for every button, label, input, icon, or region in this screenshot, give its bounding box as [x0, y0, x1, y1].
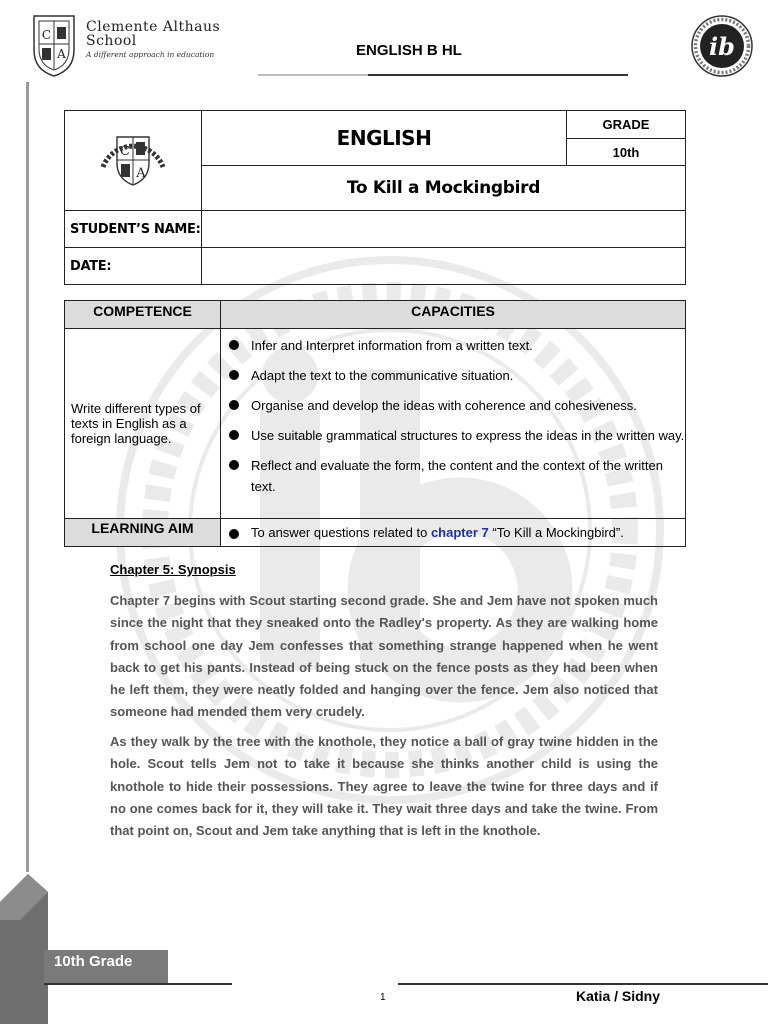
crest-cell — [65, 111, 202, 211]
capacity-item — [229, 455, 685, 497]
bullet-icon — [229, 460, 239, 470]
school-name — [86, 20, 220, 62]
bullet-icon — [229, 400, 239, 410]
capacity-text: Infer and Interpret information from a written text. — [251, 338, 533, 353]
svg-text:ib: ib — [709, 32, 735, 61]
grade-label: GRADE — [567, 111, 686, 139]
capacity-text: Use suitable grammatical structures to express the ideas in the written way. — [251, 428, 685, 443]
capacities-list — [221, 329, 685, 505]
learning-aim-chapter: chapter 7 — [430, 525, 489, 540]
date-field[interactable] — [202, 248, 686, 285]
info-table — [64, 110, 686, 285]
book-title: To Kill a Mockingbird — [202, 166, 686, 211]
school-name-line1: Clemente Althaus — [86, 19, 221, 35]
svg-text:C: C — [120, 144, 130, 159]
school-crest-logo — [83, 117, 183, 199]
learning-aim-suffix: “To Kill a Mockingbird”. — [488, 525, 624, 540]
header-rule-light — [258, 74, 368, 76]
learning-aim-prefix: To answer questions related to — [251, 525, 431, 540]
svg-text:C: C — [41, 28, 52, 42]
learning-aim-text — [229, 525, 624, 540]
footer-corner-shape — [0, 874, 48, 1024]
page-number: 1 — [380, 992, 386, 1003]
capacities-cell — [221, 329, 686, 519]
course-title: ENGLISH B HL — [356, 42, 462, 59]
student-name-field[interactable] — [202, 211, 686, 248]
capacity-item — [229, 395, 685, 416]
capacity-item — [229, 365, 685, 386]
subject-title: ENGLISH — [202, 111, 567, 166]
learning-aim-cell — [221, 519, 686, 547]
learning-aim-label: LEARNING AIM — [65, 519, 221, 547]
header-rule-dark — [368, 74, 628, 76]
school-name-line2: School — [86, 33, 137, 49]
grade-value: 10th — [567, 139, 686, 166]
bullet-icon — [229, 529, 239, 539]
footer-rule-right — [398, 983, 768, 985]
capacities-header: CAPACITIES — [221, 301, 686, 329]
svg-text:A: A — [57, 47, 66, 61]
grade-band: 10th Grade — [44, 950, 168, 984]
competence-text: Write different types of texts in English as a foreign language. — [65, 329, 221, 519]
school-tagline: A different approach in education — [86, 50, 215, 59]
date-label: DATE: — [65, 248, 202, 285]
footer-rule-left — [44, 983, 232, 985]
bullet-icon — [229, 370, 239, 380]
ib-world-school-logo — [690, 14, 754, 78]
capacity-text: Reflect and evaluate the form, the content and the context of the written text. — [251, 458, 663, 494]
bullet-icon — [229, 430, 239, 440]
competence-header: COMPETENCE — [65, 301, 221, 329]
authors: Katia / Sidny — [576, 988, 661, 1004]
capacity-item — [229, 335, 685, 356]
school-crest-logo — [30, 14, 78, 78]
competence-table — [64, 300, 686, 547]
svg-text:A: A — [136, 166, 146, 181]
capacity-text: Organise and develop the ideas with coherence and cohesiveness. — [251, 398, 637, 413]
bullet-icon — [229, 340, 239, 350]
synopsis-title: Chapter 5: Synopsis — [110, 562, 236, 577]
synopsis-paragraph-1: Chapter 7 begins with Scout starting second grade. She and Jem have not spoken much since the night that they sneaked onto the Radley's property. As they are walking home from school one day Jem confesses that something strange happened when he went back to get his pants. Instead of being stuck on the fence posts as they had been when he left them, they were neatly folded and hanging over the fence. Jem also noticed that someone had mended them very crudely. — [110, 593, 658, 720]
left-margin-rule — [26, 82, 29, 872]
capacity-text: Adapt the text to the communicative situation. — [251, 368, 514, 383]
capacity-item — [229, 425, 685, 446]
synopsis-paragraph-2: As they walk by the tree with the knothole, they notice a ball of gray twine hidden in the hole. Scout tells Jem not to take it because she thinks another child is using the knothole to hide their possessions. They agree to leave the twine for three days and if no one comes back for it, they will take it. They wait three days and take the twine. From that point on, Scout and Jem take anything that is left in the knothole. — [110, 734, 658, 839]
student-name-label: STUDENT’S NAME: — [65, 211, 202, 248]
